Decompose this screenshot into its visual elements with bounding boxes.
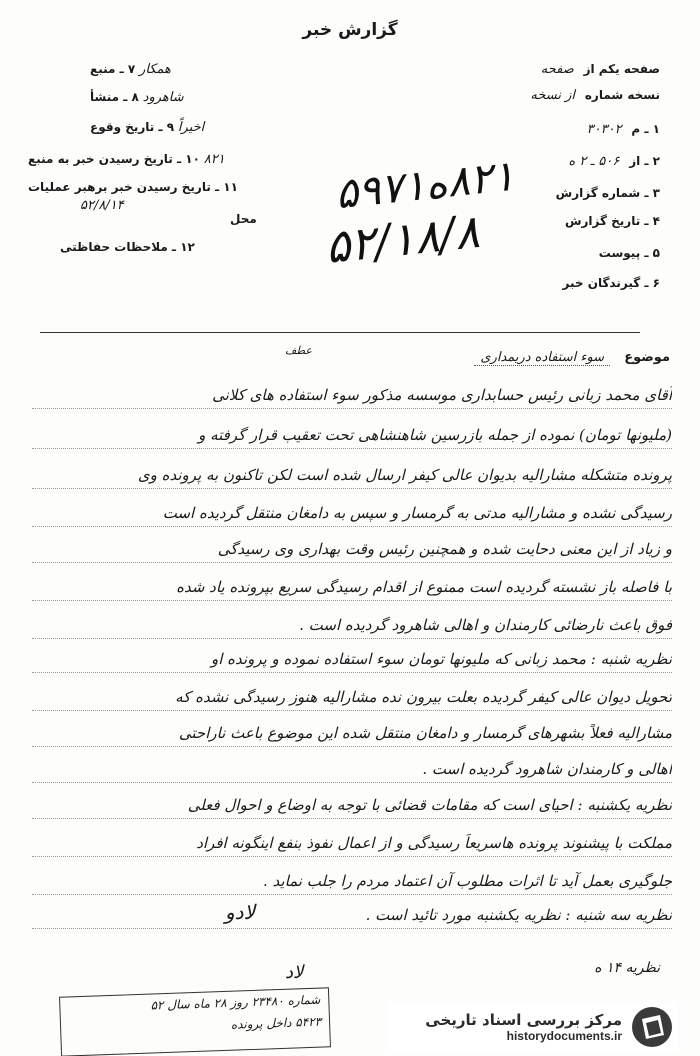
watermark-persian: مرکز بررسی اسناد تاریخی <box>425 1011 622 1029</box>
ruled-line <box>32 856 672 857</box>
report-title: گزارش خبر <box>302 20 398 40</box>
ruled-line <box>32 562 672 563</box>
ruled-line <box>32 526 672 527</box>
field-received-ops <box>28 180 238 194</box>
body-line: نظریه سه شنبه : نظریه یکشنبه مورد تائید است . <box>365 906 672 924</box>
field-value: ۵۲/۸/۱۴ <box>80 198 124 213</box>
ruled-line <box>32 488 672 489</box>
field-copy-number <box>530 88 660 103</box>
ruled-line <box>32 818 672 819</box>
field-label: ۳ ـ شماره گزارش <box>555 186 660 200</box>
body-line: و زیاد از این معنی دحایت شده و همچنین رئیس وقت بهداری وی رسیدگی <box>217 540 672 558</box>
field-label: نسخه شماره <box>584 88 660 102</box>
body-line: نظریه شنبه : محمد زبانی که ملیونها تومان سوء استفاده نموده و پرونده او <box>211 650 672 668</box>
field-received-ops-value <box>80 198 130 213</box>
field-occurrence-date <box>90 120 210 135</box>
ruled-line <box>32 672 672 673</box>
body-line: با فاصله باز نشسته گردیده است ممنوع از اقدام رسیدگی سریع بپرونده یاد شده <box>176 578 672 596</box>
field-label: ۵ ـ پیوست <box>598 246 660 260</box>
ruled-line <box>32 408 672 409</box>
field-value: صفحه <box>540 62 574 77</box>
field-value: شاهرود <box>142 90 184 105</box>
field-label: ۷ ـ منبع <box>90 62 136 76</box>
ruled-line <box>32 710 672 711</box>
field-received-source <box>28 152 231 167</box>
ruled-line <box>32 928 672 929</box>
field-label: ۱ ـ م <box>631 122 660 136</box>
field-label: ۶ ـ گیرندگان خبر <box>562 276 660 290</box>
body-line: مشارالیه فعلاً بشهرهای گرمسار و دامغان منتقل شده این موضوع باعث ناراحتی <box>178 724 672 742</box>
ruled-line <box>32 746 672 747</box>
field-label: ۱۲ ـ ملاحظات حفاظتی <box>60 240 195 254</box>
field-report-date <box>565 214 660 228</box>
field-security-notes <box>60 240 195 254</box>
body-line: جلوگیری بعمل آید تا اثرات مطلوب آن اعتماد مردم را جلب نماید . <box>262 872 672 890</box>
field-label: صفحه یکم از <box>583 62 660 76</box>
handwritten-report-date: ۵۲/۱۸/۸ <box>322 204 482 274</box>
field-location <box>230 212 257 226</box>
field-label: ۹ ـ تاریخ وقوع <box>90 120 175 134</box>
ruled-line <box>32 894 672 895</box>
field-from <box>568 154 660 169</box>
field-value: ۸۲۱ <box>203 152 225 167</box>
field-attachment <box>599 246 660 260</box>
field-label: ۲ ـ از <box>629 154 660 168</box>
field-page <box>541 62 660 77</box>
subject-line <box>30 350 670 365</box>
watermark-text <box>425 1011 622 1043</box>
signature: لادو <box>225 900 255 924</box>
field-value: از نسخه <box>530 88 575 103</box>
stamp-line: شماره ۲۳۴۸۰ روز ۲۸ ماه سال ۵۲ <box>150 992 321 1013</box>
field-label: ۱۱ ـ تاریخ رسیدن خبر برهبر عملیات <box>28 180 238 194</box>
body-line: آقای محمد زبانی رئیس حسابداری موسسه مذکور سوء استفاده های کلانی <box>212 386 672 404</box>
subject-label: موضوع <box>624 350 670 365</box>
body-line: (ملیونها تومان) نموده از جمله بازرسین شاهنشاهی تحت تعقیب قرار گرفته و <box>198 426 672 444</box>
field-origin <box>90 90 190 105</box>
body-line: اهالی و کارمندان شاهرود گردیده است . <box>422 760 672 778</box>
body-line: نظریه یکشنبه : احیای است که مقامات قضائی با توجه به اوضاع و احوال فعلی <box>187 796 672 814</box>
watermark <box>388 1002 678 1052</box>
field-value: ۵۰۶ ـ ۲ ه <box>568 154 620 169</box>
body-line: پرونده متشکله مشارالیه بدیوان عالی کیفر ارسال شده است لکن تاکنون به پرونده وی <box>137 466 672 484</box>
field-label: ۱۰ ـ تاریخ رسیدن خبر به منبع <box>28 152 200 166</box>
field-value: همکار <box>139 62 171 77</box>
subject-annotation: عطف <box>285 344 312 357</box>
body-line: فوق باعث نارضائی کارمندان و اهالی شاهرود گردیده است . <box>299 616 672 634</box>
ruled-line <box>32 638 672 639</box>
field-value: ۳۰۳۰۲ <box>586 122 622 137</box>
field-recipients <box>563 276 660 290</box>
subject-value: سوء استفاده دریمداری <box>474 350 610 366</box>
watermark-url: historydocuments.ir <box>506 1029 622 1043</box>
registration-stamp <box>59 987 331 1056</box>
field-value: اخیراً <box>177 120 205 135</box>
body-line: مملکت با پیشنوند پرونده هاسریعاً رسیدگی و از اعمال نفوذ بنفع اینگونه افراد <box>196 834 672 852</box>
field-label: ۸ ـ منشأ <box>90 90 139 104</box>
field-report-number <box>556 186 660 200</box>
ruled-line <box>32 782 672 783</box>
body-line: تحویل دیوان عالی کیفر گردیده بعلت بیرون نده مشارالیه هنوز رسیدگی نشده که <box>175 688 672 706</box>
ruled-line <box>32 448 672 449</box>
body-line: رسیدگی نشده و مشارالیه مدتی به گرمسار و سپس به دامغان منتقل گردیده است <box>162 504 672 522</box>
header-divider <box>40 332 640 333</box>
handwritten-report-number: ۸۲۱ه۵۹۷۱ <box>332 150 518 219</box>
field-source <box>90 62 177 77</box>
stamp-line: ۵۴۲۳ داخل پرونده <box>230 1014 322 1032</box>
field-m <box>587 122 660 137</box>
ruled-line <box>32 600 672 601</box>
archive-logo-icon <box>630 1005 674 1049</box>
small-signature: لاد <box>285 962 304 983</box>
field-label: ۴ ـ تاریخ گزارش <box>564 214 660 228</box>
bottom-note: نظریه ۱۴ ه <box>594 960 660 976</box>
field-label: محل <box>230 212 257 226</box>
